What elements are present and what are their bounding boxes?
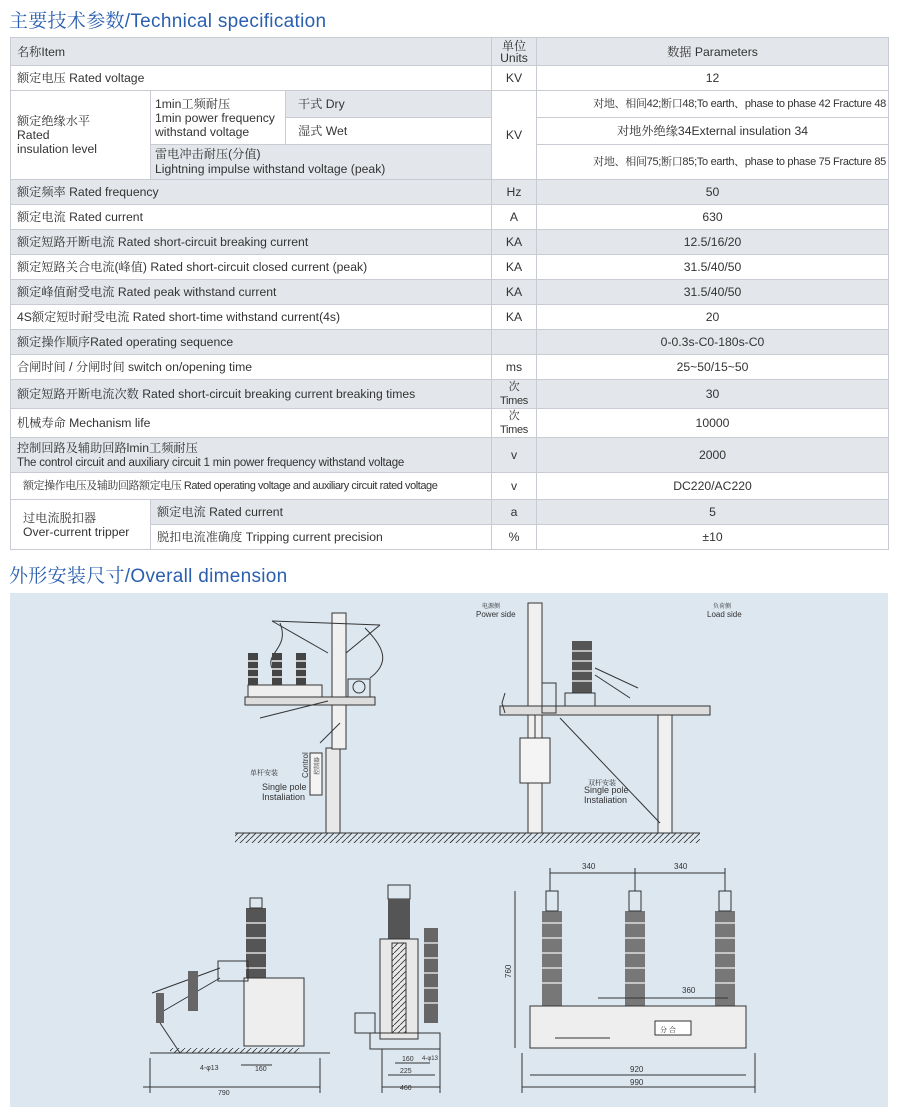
row-unit: 次Times: [492, 409, 537, 438]
row-value: 31.5/40/50: [537, 255, 889, 280]
row-name: 额定峰值耐受电流 Rated peak withstand current: [11, 280, 492, 305]
insulation-dry-value: 对地、相间42;断口48;To earth、phase to phase 42 Fracture 48: [537, 91, 889, 118]
row-value: 630: [537, 205, 889, 230]
row-name: 控制回路及辅助回路lmin工频耐压 The control circuit and auxiliary circuit 1 min power frequency withstand voltage: [11, 438, 492, 473]
row-value: 2000: [537, 438, 889, 473]
row-name: 合闸时间 / 分闸时间 switch on/opening time: [11, 355, 492, 380]
row-unit: v: [492, 438, 537, 473]
row-value: 25~50/15~50: [537, 355, 889, 380]
row-value: 5: [537, 500, 889, 525]
side-dim-160: 160: [255, 1066, 267, 1073]
panel-label: 分 合: [660, 1027, 676, 1034]
row-name: 机械寿命 Mechanism life: [11, 409, 492, 438]
row-name: 额定操作顺序Rated operating sequence: [11, 330, 492, 355]
double-pole-label-en2: Instaliation: [584, 795, 628, 805]
row-unit: Hz: [492, 180, 537, 205]
dimension-drawings: [10, 593, 888, 1107]
row-name: 额定短路开断电流 Rated short-circuit breaking current: [11, 230, 492, 255]
row-name: 脱扣电流准确度 Tripping current precision: [151, 525, 492, 550]
row-unit: KA: [492, 280, 537, 305]
row-value: ±10: [537, 525, 889, 550]
table-header: [11, 38, 889, 66]
front-dim-160: 160: [402, 1056, 414, 1063]
row-unit: KA: [492, 255, 537, 280]
single-pole-label-cn: 单杆安装: [250, 770, 278, 777]
insulation-wet: 湿式 Wet: [286, 118, 492, 145]
table-row: [11, 66, 889, 91]
power-side-label-cn: 电源侧: [482, 604, 501, 610]
three-phase-drawing: [504, 862, 755, 1093]
table-row: [11, 180, 889, 205]
row-name: 4S额定短时耐受电流 Rated short-time withstand current(4s): [11, 305, 492, 330]
row-name: 额定短路开断电流次数 Rated short-circuit breaking current breaking times: [11, 380, 492, 409]
row-unit: KV: [492, 66, 537, 91]
dimension-drawing-panel: [10, 593, 888, 1107]
row-name: 额定电流 Rated current: [151, 500, 492, 525]
top-dim-360: 360: [682, 986, 696, 995]
table-row: [11, 91, 889, 118]
power-side-label-en: Power side: [476, 610, 516, 619]
row-name: 额定短路关合电流(峰值) Rated short-circuit closed current (peak): [11, 255, 492, 280]
tripper-name: 过电流脱扣器 Over-current tripper: [11, 500, 151, 550]
row-value: 0-0.3s-C0-180s-C0: [537, 330, 889, 355]
row-value: 30: [537, 380, 889, 409]
row-unit: ms: [492, 355, 537, 380]
section-title-dimension: 外形安装尺寸/Overall dimension: [9, 566, 288, 587]
row-unit: KA: [492, 230, 537, 255]
row-name: 额定操作电压及辅助回路额定电压 Rated operating voltage and auxiliary circuit rated voltage: [11, 473, 492, 500]
table-row: [11, 230, 889, 255]
row-value: DC220/AC220: [537, 473, 889, 500]
control-label: Control: [301, 752, 310, 778]
top-dim-760: 760: [504, 964, 513, 978]
row-value: 31.5/40/50: [537, 280, 889, 305]
header-item: 名称Item: [11, 38, 492, 66]
table-row: [11, 355, 889, 380]
table-row: [11, 380, 889, 409]
side-dim-holes: 4-φ13: [200, 1065, 219, 1072]
header-params: 数据 Parameters: [537, 38, 889, 66]
insulation-unit: KV: [492, 91, 537, 180]
single-pole-label-en2: Instaliation: [262, 792, 306, 802]
double-pole-drawing: [450, 602, 742, 843]
top-dim-340-left: 340: [582, 862, 596, 871]
row-unit: A: [492, 205, 537, 230]
row-unit: v: [492, 473, 537, 500]
table-row: [11, 280, 889, 305]
row-unit: a: [492, 500, 537, 525]
row-value: 10000: [537, 409, 889, 438]
insulation-name: 额定绝缘水平 Rated insulation level: [11, 91, 151, 180]
load-side-label-cn: 负荷侧: [713, 604, 732, 610]
side-view-drawing: [143, 898, 330, 1097]
table-row: [11, 305, 889, 330]
table-row: [11, 330, 889, 355]
row-value: 12: [537, 66, 889, 91]
row-name: 额定电流 Rated current: [11, 205, 492, 230]
top-dim-340-right: 340: [674, 862, 688, 871]
load-side-label-en: Load side: [707, 610, 742, 619]
row-unit: 次Times: [492, 380, 537, 409]
front-view-drawing: [355, 885, 440, 1093]
double-pole-label-cn: 双杆安装: [588, 780, 616, 787]
row-unit: [492, 330, 537, 355]
front-dim-holes: 4-φ13: [422, 1056, 438, 1062]
row-value: 50: [537, 180, 889, 205]
row-unit: KA: [492, 305, 537, 330]
insulation-power-frequency: 1min工频耐压 1min power frequency withstand voltage: [151, 91, 286, 145]
insulation-dry: 干式 Dry: [286, 91, 492, 118]
side-dim-790: 790: [218, 1090, 230, 1097]
header-units: 单位 Units: [492, 38, 537, 66]
insulation-wet-value: 对地外绝缘34External insulation 34: [537, 118, 889, 145]
row-value: 12.5/16/20: [537, 230, 889, 255]
top-dim-920: 920: [630, 1065, 644, 1074]
row-name: 额定频率 Rated frequency: [11, 180, 492, 205]
front-dim-460: 460: [400, 1085, 412, 1092]
table-row: [11, 255, 889, 280]
table-row: [11, 438, 889, 473]
double-pole-label-en1: Single pole: [584, 785, 629, 795]
table-row: [11, 205, 889, 230]
row-name: 额定电压 Rated voltage: [11, 66, 492, 91]
insulation-lightning-value: 对地、相间75;断口85;To earth、phase to phase 75 Fracture 85: [537, 145, 889, 180]
control-label-cn: 控制器: [315, 756, 321, 775]
row-value: 20: [537, 305, 889, 330]
table-row: [11, 500, 889, 525]
insulation-lightning: 雷电冲击耐压(分值) Lightning impulse withstand voltage (peak): [151, 145, 492, 180]
row-unit: %: [492, 525, 537, 550]
single-pole-drawing: [235, 613, 455, 843]
front-dim-225: 225: [400, 1068, 412, 1075]
table-row: [11, 473, 889, 500]
top-dim-990: 990: [630, 1078, 644, 1087]
section-title-technical: 主要技术参数/Technical specification: [9, 11, 327, 32]
single-pole-label-en1: Single pole: [262, 782, 307, 792]
technical-spec-table: [10, 37, 889, 550]
table-row: [11, 409, 889, 438]
